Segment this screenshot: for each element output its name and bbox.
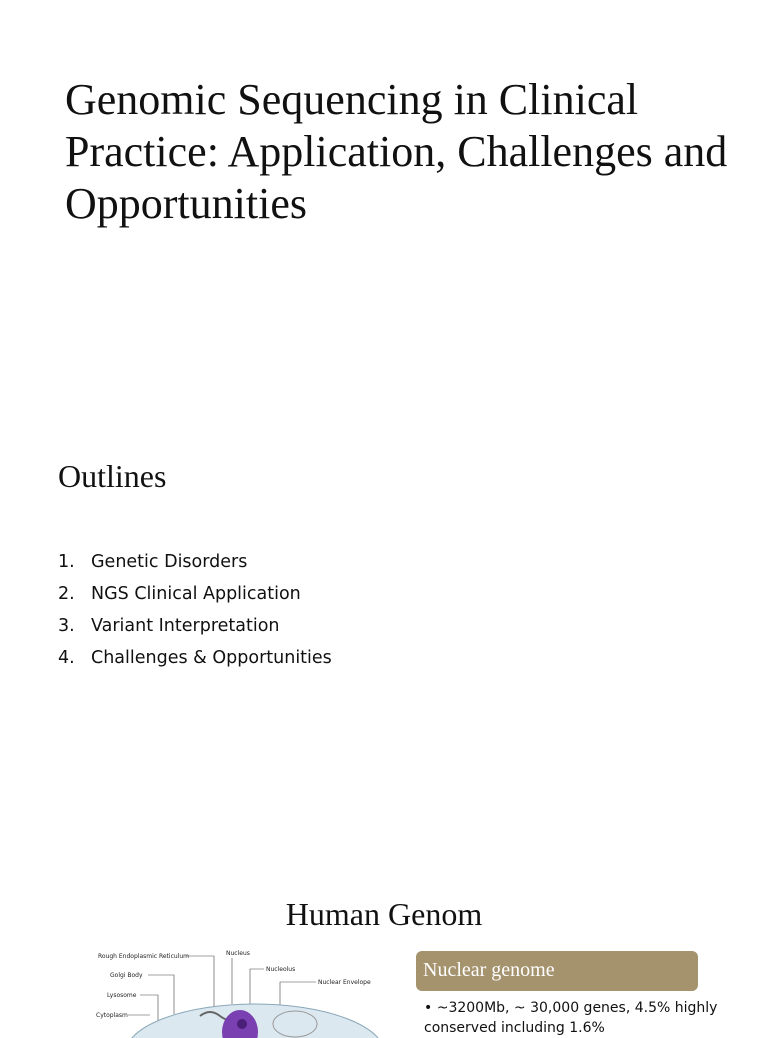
outline-list bbox=[58, 550, 332, 678]
cell-diagram bbox=[90, 944, 400, 1034]
nucleolus-shape bbox=[237, 1019, 247, 1029]
nuclear-genome-title: Nuclear genome bbox=[423, 959, 555, 981]
outline-item-label: NGS Clinical Application bbox=[91, 584, 301, 604]
title-slide bbox=[0, 0, 768, 400]
presentation-title: Genomic Sequencing in Clinical Practice: Application, Challenges and Opportunities bbox=[65, 75, 728, 228]
genome-slide-title: Human Genom bbox=[285, 896, 483, 932]
label-rough-er: Rough Endoplasmic Reticulum bbox=[98, 953, 189, 960]
outline-item-number: 1. bbox=[58, 552, 75, 572]
outline-item-label: Challenges & Opportunities bbox=[91, 648, 332, 668]
genome-bullet: • ~3200Mb, ~ 30,000 genes, 4.5% highly conserved including 1.6% bbox=[424, 1000, 718, 1036]
outline-item-number: 2. bbox=[58, 584, 75, 604]
outline-item-number: 4. bbox=[58, 648, 75, 668]
outline-heading: Outlines bbox=[58, 458, 167, 494]
label-nucleus: Nucleus bbox=[226, 950, 250, 957]
outline-item bbox=[58, 582, 332, 614]
outline-item-label: Variant Interpretation bbox=[91, 616, 280, 636]
outline-item-number: 3. bbox=[58, 616, 75, 636]
outline-item bbox=[58, 614, 332, 646]
nuclear-genome-header bbox=[416, 951, 698, 991]
label-cytoplasm: Cytoplasm bbox=[96, 1012, 128, 1019]
human-genome-slide bbox=[0, 860, 768, 1036]
outline-item-label: Genetic Disorders bbox=[91, 552, 248, 572]
outline-slide bbox=[0, 400, 768, 830]
label-lysosome: Lysosome bbox=[107, 992, 137, 999]
label-nucleolus: Nucleolus bbox=[266, 966, 296, 973]
label-nuclear-envelope: Nuclear Envelope bbox=[318, 979, 371, 986]
outline-item bbox=[58, 550, 332, 582]
outline-item bbox=[58, 646, 332, 678]
label-golgi: Golgi Body bbox=[110, 972, 143, 979]
